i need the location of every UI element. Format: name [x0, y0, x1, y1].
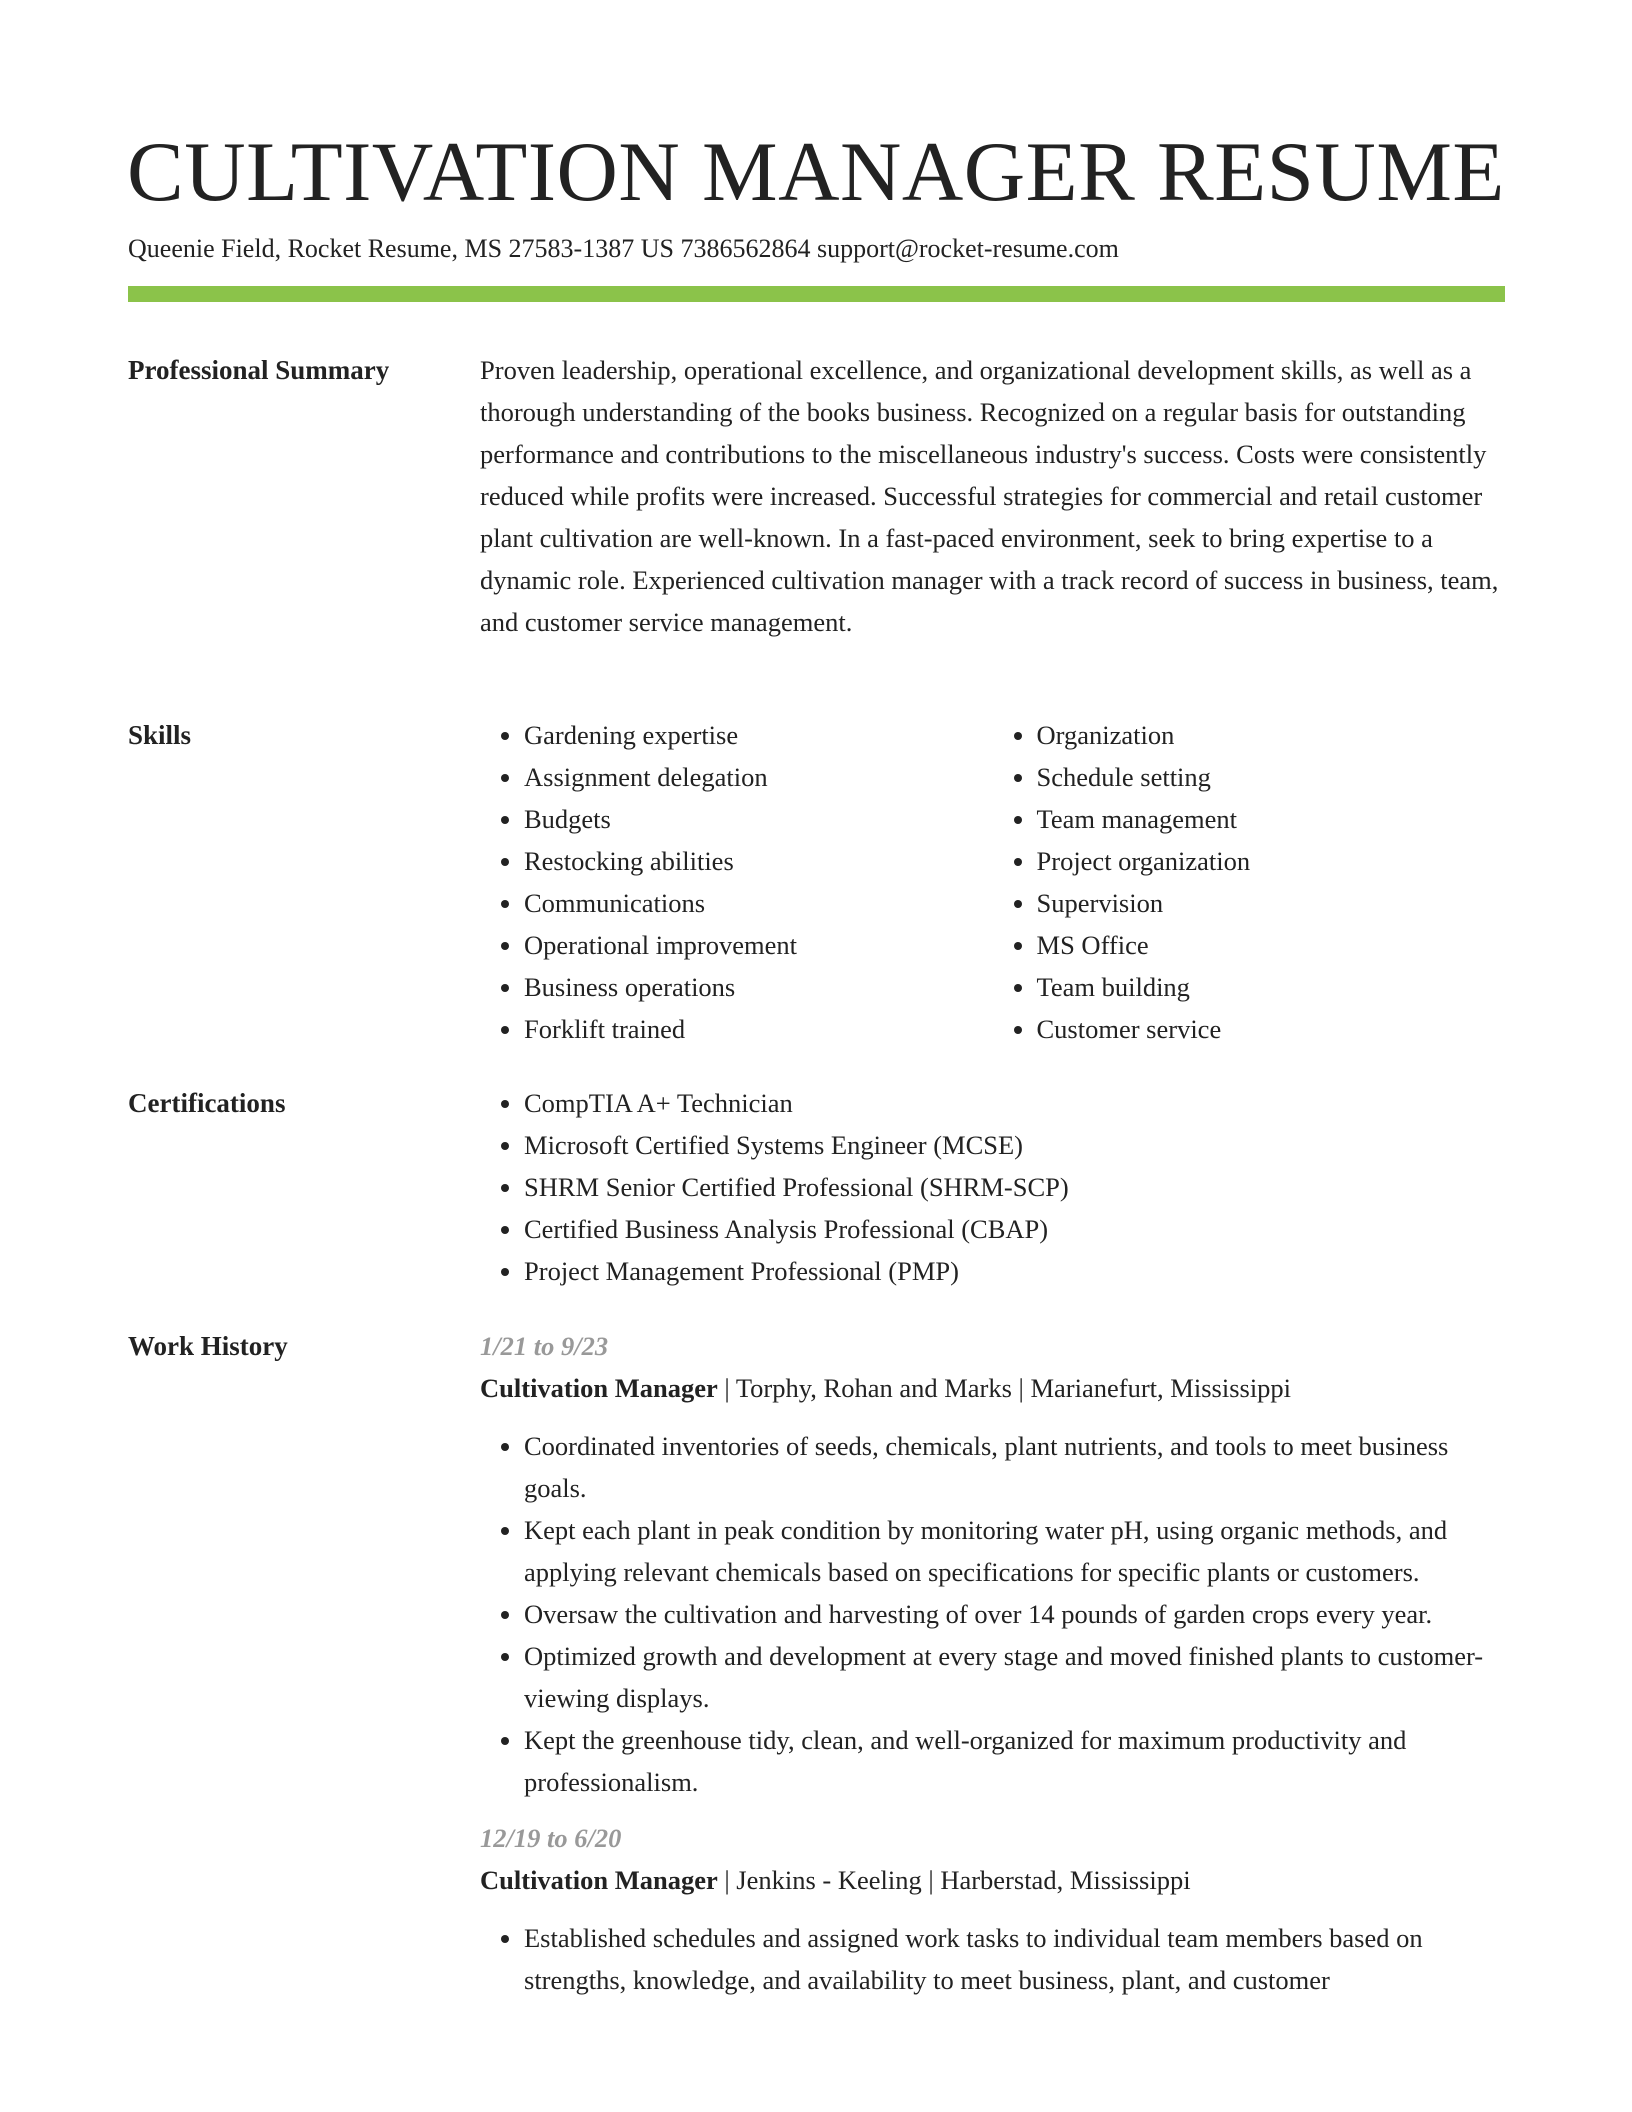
- skills-list-right: [993, 714, 1506, 1050]
- job-details: | Jenkins - Keeling | Harberstad, Mississippi: [717, 1865, 1191, 1895]
- skill-item: • Schedule setting: [1037, 756, 1506, 798]
- skill-item: • Restocking abilities: [524, 840, 993, 882]
- job-bullet: • Optimized growth and development at every stage and moved finished plants to customer-viewing displays.: [524, 1635, 1505, 1719]
- job-bullets: [480, 1917, 1505, 2001]
- job-entry: [480, 1325, 1505, 1803]
- contact-line: Queenie Field, Rocket Resume, MS 27583-1387 US 7386562864 support@rocket-resume.com: [128, 234, 1119, 263]
- skill-item: • Team management: [1037, 798, 1506, 840]
- job-header: [480, 1859, 1505, 1901]
- certification-item: • CompTIA A+ Technician: [524, 1082, 1505, 1124]
- skill-item: • Operational improvement: [524, 924, 993, 966]
- certifications-list: [480, 1082, 1505, 1292]
- job-bullets: [480, 1425, 1505, 1803]
- certification-item: • SHRM Senior Certified Professional (SHRM-SCP): [524, 1166, 1505, 1208]
- certifications-body: [480, 1082, 1505, 1292]
- skills-body: [480, 714, 1505, 1050]
- job-details: | Torphy, Rohan and Marks | Marianefurt, Mississippi: [717, 1373, 1292, 1403]
- job-header: [480, 1367, 1505, 1409]
- certification-item: • Project Management Professional (PMP): [524, 1250, 1505, 1292]
- job-bullet: • Coordinated inventories of seeds, chemicals, plant nutrients, and tools to meet business goals.: [524, 1425, 1505, 1509]
- job-bullet: • Kept the greenhouse tidy, clean, and well-organized for maximum productivity and professionalism.: [524, 1719, 1505, 1803]
- skill-item: • Project organization: [1037, 840, 1506, 882]
- skill-item: • Gardening expertise: [524, 714, 993, 756]
- skill-item: • Forklift trained: [524, 1008, 993, 1050]
- skills-heading: Skills: [128, 720, 192, 750]
- work-history-body: [480, 1325, 1505, 2001]
- certification-item: • Certified Business Analysis Professional (CBAP): [524, 1208, 1505, 1250]
- summary-text: Proven leadership, operational excellence, and organizational development skills, as well as a thorough understanding of the books business. Recognized on a regular basis for outstanding performance and contributions to the miscellaneous industry's success. Costs were consistently reduced while profits were increased. Successful strategies for commercial and retail customer plant cultivation are well-known. In a fast-paced environment, seek to bring expertise to a dynamic role. Experienced cultivation manager with a track record of success in business, team, and customer service management.: [480, 355, 1499, 637]
- resume-title: CULTIVATION MANAGER RESUME: [127, 125, 1505, 219]
- skill-item: • Assignment delegation: [524, 756, 993, 798]
- job-bullet: • Oversaw the cultivation and harvesting of over 14 pounds of garden crops every year.: [524, 1593, 1505, 1635]
- skill-item: • MS Office: [1037, 924, 1506, 966]
- job-title: Cultivation Manager: [480, 1865, 718, 1895]
- skill-item: • Communications: [524, 882, 993, 924]
- work-history-heading: Work History: [128, 1331, 288, 1361]
- summary-heading: Professional Summary: [128, 355, 390, 385]
- job-entry: [480, 1817, 1505, 2001]
- job-dates: 12/19 to 6/20: [480, 1823, 622, 1853]
- job-bullet: • Established schedules and assigned work tasks to individual team members based on strengths, knowledge, and availability to meet business, plant, and customer: [524, 1917, 1505, 2001]
- summary-body: [480, 349, 1505, 643]
- skill-item: • Supervision: [1037, 882, 1506, 924]
- skill-item: • Organization: [1037, 714, 1506, 756]
- certification-item: • Microsoft Certified Systems Engineer (MCSE): [524, 1124, 1505, 1166]
- job-dates: 1/21 to 9/23: [480, 1331, 609, 1361]
- header-divider: [128, 286, 1505, 302]
- job-title: Cultivation Manager: [480, 1373, 718, 1403]
- skill-item: • Budgets: [524, 798, 993, 840]
- skill-item: • Business operations: [524, 966, 993, 1008]
- skill-item: • Team building: [1037, 966, 1506, 1008]
- certifications-heading: Certifications: [128, 1088, 286, 1118]
- skill-item: • Customer service: [1037, 1008, 1506, 1050]
- skills-list-left: [480, 714, 993, 1050]
- job-bullet: • Kept each plant in peak condition by monitoring water pH, using organic methods, and applying relevant chemicals based on specifications for specific plants or customers.: [524, 1509, 1505, 1593]
